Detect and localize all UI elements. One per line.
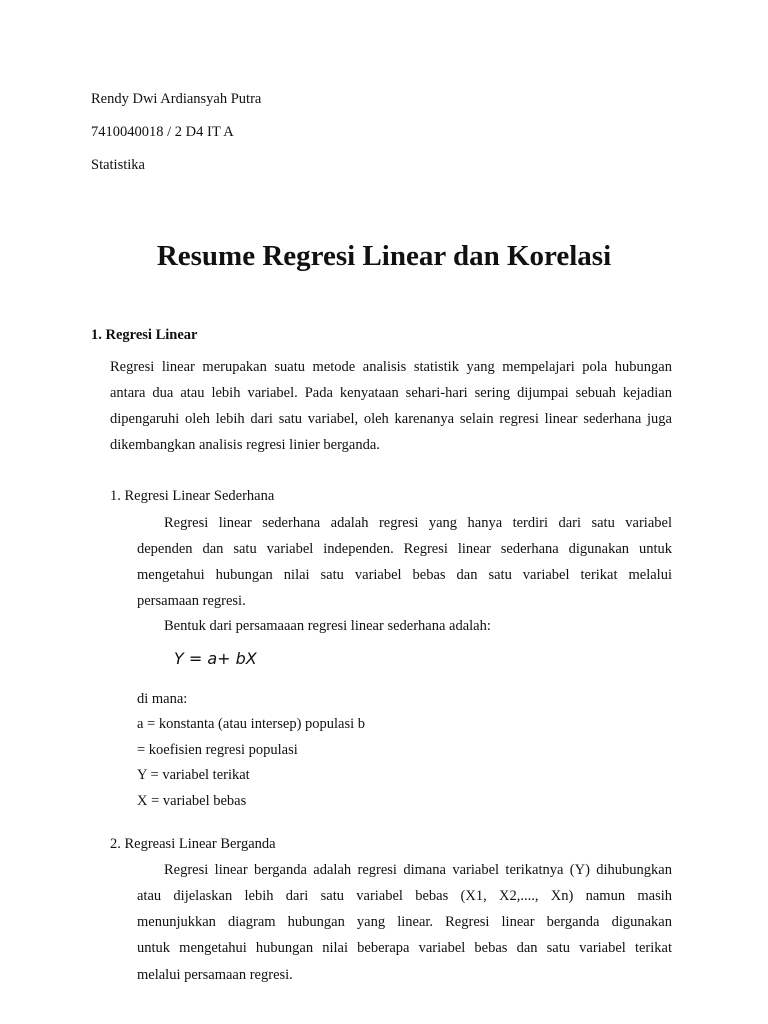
section-heading-regresi-linear: 1. Regresi Linear	[91, 327, 198, 343]
subheading-regresi-linear-berganda: 2. Regreasi Linear Berganda	[110, 836, 276, 852]
paragraph-line: dependen dan satu variabel independen. Regresi linear sederhana digunakan untuk	[137, 541, 672, 557]
author-name: Rendy Dwi Ardiansyah Putra	[91, 91, 262, 107]
paragraph-line: antara dua atau lebih variabel. Pada kenyataan sehari-hari sering dijumpai sebuah kejadian	[110, 385, 672, 401]
document-title: Resume Regresi Linear dan Korelasi	[156, 240, 612, 272]
paragraph-line: Regresi linear berganda adalah regresi dimana variabel terikatnya (Y) dihubungkan	[164, 862, 672, 878]
paragraph-line: atau dijelaskan lebih dari satu variabel bebas (X1, X2,...., Xn) namun masih	[137, 888, 672, 904]
paragraph-line: menunjukkan diagram hubungan yang linear. Regresi linear berganda digunakan	[137, 914, 672, 930]
paragraph-line: untuk mengetahui hubungan nilai beberapa variabel bebas dan satu variabel terikat	[137, 940, 672, 956]
dimana-label: di mana:	[137, 691, 188, 707]
paragraph-line: melalui persamaan regresi.	[137, 967, 293, 983]
paragraph-line: dipengaruhi oleh lebih dari satu variabel, oleh karenanya selain regresi linear sederhana juga	[110, 411, 672, 427]
definition-b: = koefisien regresi populasi	[137, 742, 298, 758]
paragraph-line: dikembangkan analisis regresi linier berganda.	[110, 437, 380, 453]
subheading-regresi-linear-sederhana: 1. Regresi Linear Sederhana	[110, 488, 275, 504]
student-id-class: 7410040018 / 2 D4 IT A	[91, 124, 234, 140]
paragraph-line: Regresi linear sederhana adalah regresi yang hanya terdiri dari satu variabel	[164, 515, 672, 531]
paragraph-line: Regresi linear merupakan suatu metode analisis statistik yang mempelajari pola hubungan	[110, 359, 672, 375]
definition-a: a = konstanta (atau intersep) populasi b	[137, 716, 366, 732]
definition-x: X = variabel bebas	[137, 793, 247, 809]
formula-intro: Bentuk dari persamaaan regresi linear sederhana adalah:	[164, 618, 491, 634]
definition-y: Y = variabel terikat	[137, 767, 250, 783]
paragraph-line: persamaan regresi.	[137, 593, 246, 609]
regression-formula: Y = a+ bX	[174, 649, 257, 668]
paragraph-line: mengetahui hubungan nilai satu variabel bebas dan satu variabel terikat melalui	[137, 567, 672, 583]
subject-name: Statistika	[91, 157, 145, 173]
